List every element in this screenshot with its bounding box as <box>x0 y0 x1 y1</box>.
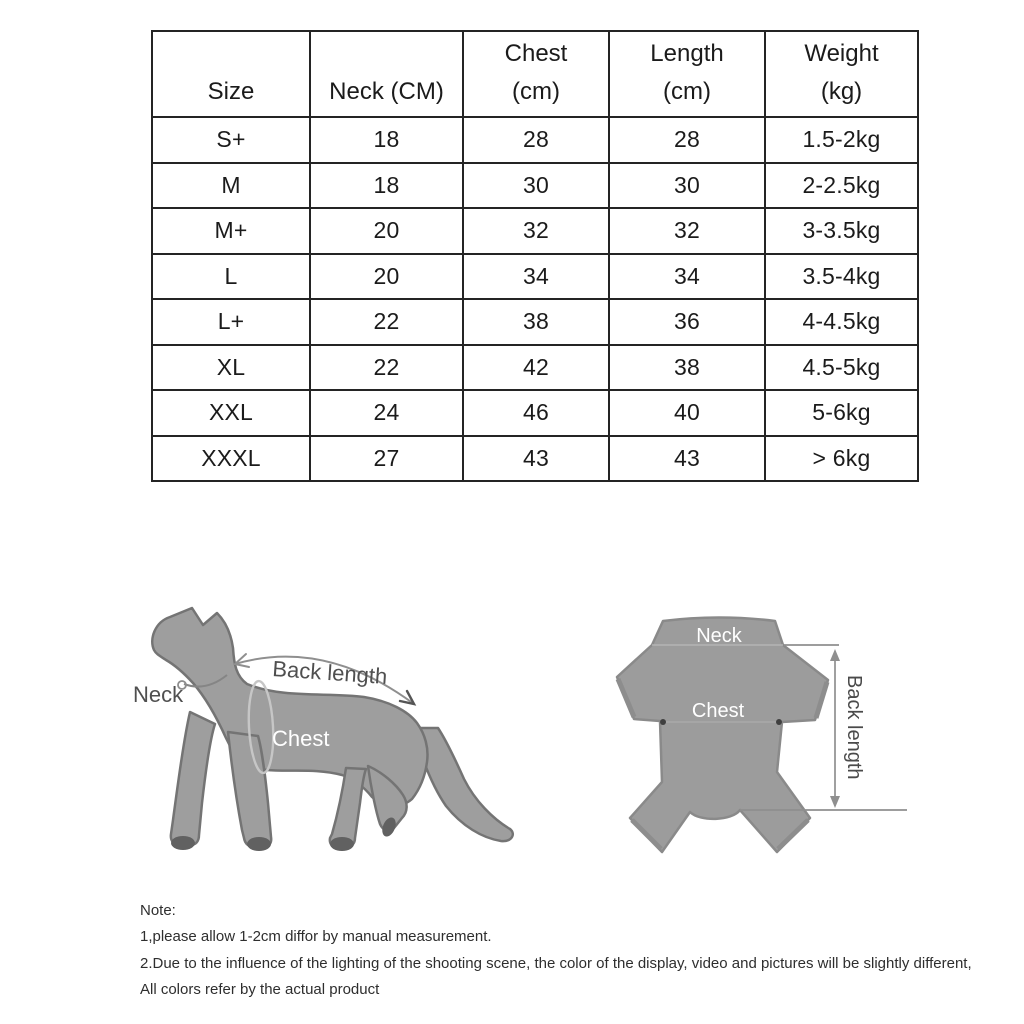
cell-weight: 3.5-4kg <box>765 254 918 300</box>
header-size-line2: Size <box>207 78 255 105</box>
header-chest <box>463 31 609 117</box>
cell-weight: 4-4.5kg <box>765 299 918 345</box>
header-neck-line1 <box>311 35 462 73</box>
cell-size: XL <box>152 345 310 391</box>
note-title: Note: <box>140 902 176 919</box>
chest-line-marker <box>776 719 782 725</box>
cell-size: S+ <box>152 117 310 163</box>
size-chart-body <box>152 117 918 481</box>
cell-length: 36 <box>609 299 765 345</box>
arrowhead-up-icon <box>830 649 840 661</box>
header-neck <box>310 31 463 117</box>
cat-paw <box>247 837 271 851</box>
cell-neck: 27 <box>310 436 463 482</box>
cell-neck: 18 <box>310 163 463 209</box>
size-chart-header <box>152 31 918 117</box>
garment-outline <box>617 618 828 853</box>
header-length-line1: Length <box>650 40 724 67</box>
cat-paw <box>330 837 354 851</box>
table-row <box>152 208 918 254</box>
cell-size: M+ <box>152 208 310 254</box>
size-chart-table <box>151 30 919 482</box>
header-row <box>152 31 918 117</box>
cat-chest-label: Chest <box>272 726 330 751</box>
garment-back-length-label: Back length <box>843 675 865 780</box>
note-line: 1,please allow 1-2cm diffor by manual measurement. <box>140 928 492 946</box>
cell-weight: 2-2.5kg <box>765 163 918 209</box>
header-weight-line2: (kg) <box>820 78 863 105</box>
cell-chest: 46 <box>463 390 609 436</box>
cell-weight: 1.5-2kg <box>765 117 918 163</box>
cell-chest: 34 <box>463 254 609 300</box>
cell-chest: 32 <box>463 208 609 254</box>
cell-length: 43 <box>609 436 765 482</box>
cell-weight: 3-3.5kg <box>765 208 918 254</box>
cat-front-leg-forward <box>171 712 215 845</box>
cat-paw <box>171 836 195 850</box>
notes <box>140 898 1024 1004</box>
arrowhead-down-icon <box>830 796 840 808</box>
cat-measurement-diagram <box>120 588 540 888</box>
cell-chest: 30 <box>463 163 609 209</box>
cell-length: 28 <box>609 117 765 163</box>
cell-length: 30 <box>609 163 765 209</box>
arrowhead-right-icon <box>400 691 414 704</box>
garment-chest-label: Chest <box>691 700 745 722</box>
cat-hind-leg-ground <box>330 768 366 847</box>
cell-neck: 22 <box>310 345 463 391</box>
cell-neck: 22 <box>310 299 463 345</box>
header-size-line1 <box>153 35 309 73</box>
table-row <box>152 254 918 300</box>
header-chest-line2: (cm) <box>512 78 560 105</box>
cell-chest: 43 <box>463 436 609 482</box>
header-length-line2: (cm) <box>663 78 711 105</box>
header-weight-line1: Weight <box>804 40 879 67</box>
table-row <box>152 390 918 436</box>
cat-back-length-label: Back length <box>271 656 389 690</box>
table-row <box>152 117 918 163</box>
cell-weight: 4.5-5kg <box>765 345 918 391</box>
table-row <box>152 345 918 391</box>
cell-size: L <box>152 254 310 300</box>
cell-neck: 18 <box>310 117 463 163</box>
cell-weight: 5-6kg <box>765 390 918 436</box>
header-chest-line1: Chest <box>504 40 568 67</box>
header-size <box>152 31 310 117</box>
cell-length: 38 <box>609 345 765 391</box>
table-row <box>152 299 918 345</box>
garment-measurement-diagram <box>608 598 928 888</box>
cell-length: 40 <box>609 390 765 436</box>
cell-chest: 38 <box>463 299 609 345</box>
table-row <box>152 436 918 482</box>
cat-neck-label: Neck <box>133 682 184 707</box>
note-line: All colors refer by the actual product <box>140 981 380 999</box>
header-weight <box>765 31 918 117</box>
cell-length: 32 <box>609 208 765 254</box>
garment-neck-label: Neck <box>696 625 742 647</box>
cell-neck: 20 <box>310 208 463 254</box>
cell-length: 34 <box>609 254 765 300</box>
chest-line-marker <box>660 719 666 725</box>
cell-weight: > 6kg <box>765 436 918 482</box>
cell-size: M <box>152 163 310 209</box>
cell-size: XXL <box>152 390 310 436</box>
cell-neck: 20 <box>310 254 463 300</box>
cell-chest: 42 <box>463 345 609 391</box>
cell-size: XXXL <box>152 436 310 482</box>
cell-neck: 24 <box>310 390 463 436</box>
cell-size: L+ <box>152 299 310 345</box>
table-row <box>152 163 918 209</box>
note-line: 2.Due to the influence of the lighting of the shooting scene, the color of the display, video and pictures will be slightly different, <box>140 954 972 972</box>
header-neck-line2: Neck (CM) <box>329 78 444 105</box>
header-length <box>609 31 765 117</box>
cell-chest: 28 <box>463 117 609 163</box>
